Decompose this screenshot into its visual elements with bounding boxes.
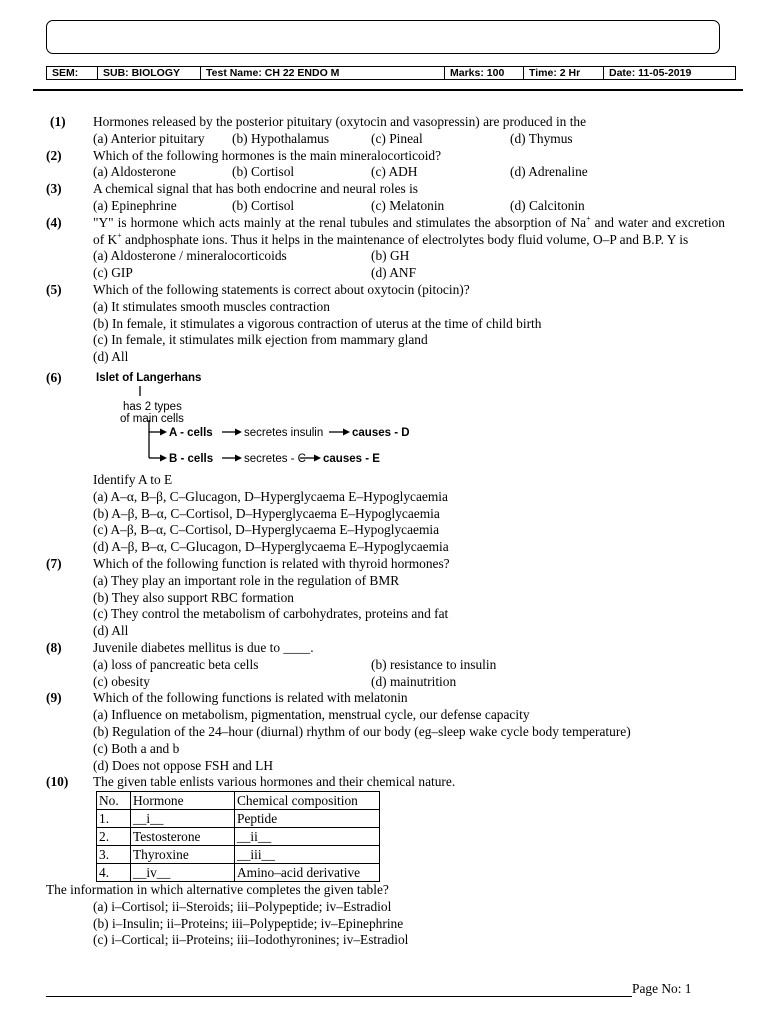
date-cell: Date: 11-05-2019 <box>604 67 736 80</box>
table-row <box>97 846 380 864</box>
table-cell: __iii__ <box>235 846 380 864</box>
question-text: Which of the following statements is correct about oxytocin (pitocin)? <box>93 281 470 297</box>
question-1 <box>0 114 768 148</box>
question-number: (6) <box>46 369 62 385</box>
table-cell: Amino–acid derivative <box>235 864 380 882</box>
option-d: (d) A–β, B–α, C–Glucagon, D–Hyperglycaema E–Hypoglycaemia <box>93 539 449 555</box>
table-row <box>97 828 380 846</box>
a-causes-label: causes - D <box>352 426 410 439</box>
option-b: (b) GH <box>371 248 410 264</box>
table-header: Hormone <box>131 792 235 810</box>
page-number: Page No: 1 <box>632 981 692 996</box>
question-number: (4) <box>46 214 62 230</box>
option-a: (a) Aldosterone <box>93 164 176 180</box>
question-3 <box>0 181 768 215</box>
option-b: (b) A–β, B–α, C–Cortisol, D–Hyperglycaema E–Hypoglycaemia <box>93 505 440 521</box>
question-text: Hormones released by the posterior pituitary (oxytocin and vasopressin) are produced in the <box>93 114 587 129</box>
option-b: (b) resistance to insulin <box>371 656 497 672</box>
table-cell: 4. <box>97 864 131 882</box>
page-footer <box>46 981 718 997</box>
option-a: (a) Influence on metabolism, pigmentation, menstrual cycle, our defense capacity <box>93 707 530 723</box>
option-d: (d) mainutrition <box>371 673 457 689</box>
question-text: Which of the following function is related with thyroid hormones? <box>93 555 450 571</box>
test-info-table <box>46 66 736 80</box>
option-c: (c) obesity <box>93 673 150 689</box>
table-header-row <box>97 792 380 810</box>
option-a: (a) Epinephrine <box>93 197 177 213</box>
question-text: The given table enlists various hormones and their chemical nature. <box>93 774 456 790</box>
a-cells-label: A - cells <box>169 426 213 439</box>
question-text: "Y" is hormone which acts mainly at the renal tubules and stimulates the absorption of Na+ and water and excretion of K+ andphosphate ions. Thus it helps in the maintenance of electrolytes body fluid volume, O–P and B.P. Y is <box>93 213 725 247</box>
option-b: (b) Regulation of the 24–hour (diurnal) rhythm of our body (eg–sleep wake cycle body temperature) <box>93 723 631 739</box>
option-b: (b) Cortisol <box>232 197 295 213</box>
option-b: (b) Cortisol <box>232 164 295 180</box>
question-8 <box>0 640 768 690</box>
option-a: (a) It stimulates smooth muscles contraction <box>93 298 330 314</box>
header-divider <box>33 89 743 91</box>
option-row <box>93 164 768 181</box>
question-10 <box>0 774 768 949</box>
hormone-table <box>96 791 380 882</box>
question-2 <box>0 148 768 182</box>
question-number: (8) <box>46 639 62 655</box>
question-number: (10) <box>46 774 69 790</box>
question-5 <box>0 282 768 366</box>
option-d: (d) Does not oppose FSH and LH <box>93 757 274 773</box>
table-cell: Testosterone <box>131 828 235 846</box>
b-cells-label: B - cells <box>169 452 214 465</box>
option-c: (c) ADH <box>371 164 418 180</box>
a-secretes-label: secretes insulin <box>244 426 324 439</box>
table-cell: __iv__ <box>131 864 235 882</box>
option-c: (c) A–β, B–α, C–Cortisol, D–Hyperglycaema E–Hypoglycaemia <box>93 522 440 538</box>
table-cell: Peptide <box>235 810 380 828</box>
table-header: Chemical composition <box>235 792 380 810</box>
b-secretes-label: secretes - C <box>244 452 306 465</box>
islet-diagram <box>93 370 413 472</box>
option-d: (d) All <box>93 623 129 639</box>
option-d: (d) Adrenaline <box>510 164 588 180</box>
option-b: (b) They also support RBC formation <box>93 589 294 605</box>
table-row <box>97 810 380 828</box>
question-text: Which of the following functions is related with melatonin <box>93 690 408 706</box>
option-row <box>93 248 768 265</box>
table-cell: Thyroxine <box>131 846 235 864</box>
option-c: (c) Pineal <box>371 130 423 146</box>
b-causes-label: causes - E <box>323 452 380 465</box>
time-cell: Time: 2 Hr <box>524 67 604 80</box>
question-4 <box>0 215 768 282</box>
option-a: (a) i–Cortisol; ii–Steroids; iii–Polypeptide; iv–Estradiol <box>93 898 392 914</box>
diagram-connectors <box>93 370 413 472</box>
subject-cell: SUB: BIOLOGY <box>98 67 201 80</box>
table-cell: __i__ <box>131 810 235 828</box>
table-cell: __ii__ <box>235 828 380 846</box>
option-c: (c) Melatonin <box>371 197 445 213</box>
option-a: (a) A–α, B–β, C–Glucagon, D–Hyperglycaema E–Hypoglycaemia <box>93 488 448 504</box>
question-number: (1) <box>50 114 66 129</box>
option-b: (b) In female, it stimulates a vigorous contraction of uterus at the time of child birth <box>93 315 542 331</box>
table-row <box>97 864 380 882</box>
table-header: No. <box>97 792 131 810</box>
option-c: (c) In female, it stimulates milk ejection from mammary gland <box>93 332 428 348</box>
diagram-line-2: of main cells <box>120 412 184 425</box>
option-row <box>93 674 768 691</box>
question-7 <box>0 556 768 640</box>
table-cell: 1. <box>97 810 131 828</box>
question-number: (2) <box>46 147 62 163</box>
question-prompt: The information in which alternative completes the given table? <box>46 882 389 898</box>
question-list <box>0 114 768 949</box>
diagram-line-1: has 2 types <box>123 400 182 413</box>
question-9 <box>0 690 768 774</box>
question-number: (3) <box>46 181 62 197</box>
option-b: (b) Hypothalamus <box>232 130 330 146</box>
question-6 <box>0 370 768 556</box>
option-row <box>93 657 768 674</box>
footer-rule <box>46 982 632 997</box>
test-name-cell: Test Name: CH 22 ENDO M <box>201 67 445 80</box>
diagram-title: Islet of Langerhans <box>96 371 202 384</box>
option-row <box>93 131 768 148</box>
table-cell: 3. <box>97 846 131 864</box>
sem-cell: SEM: <box>47 67 98 80</box>
question-number: (9) <box>46 690 62 706</box>
question-text: Identify A to E <box>93 471 173 487</box>
question-number: (5) <box>46 281 62 297</box>
marks-cell: Marks: 100 <box>445 67 524 80</box>
option-c: (c) GIP <box>93 265 133 281</box>
option-a: (a) Aldosterone / mineralocorticoids <box>93 248 287 264</box>
option-d: (d) Calcitonin <box>510 197 585 213</box>
option-d: (d) ANF <box>371 265 417 281</box>
question-text: Juvenile diabetes mellitus is due to ____. <box>93 639 314 655</box>
option-a: (a) Anterior pituitary <box>93 130 205 146</box>
option-d: (d) All <box>93 349 129 365</box>
option-c: (c) Both a and b <box>93 740 180 756</box>
question-number: (7) <box>46 555 62 571</box>
option-row <box>93 198 768 215</box>
option-row <box>93 265 768 282</box>
option-d: (d) Thymus <box>510 130 573 146</box>
question-text: Which of the following hormones is the main mineralocorticoid? <box>93 147 442 163</box>
option-a: (a) loss of pancreatic beta cells <box>93 656 259 672</box>
option-b: (b) i–Insulin; ii–Proteins; iii–Polypeptide; iv–Epinephrine <box>93 915 404 931</box>
name-box <box>46 20 720 54</box>
table-cell: 2. <box>97 828 131 846</box>
option-c: (c) They control the metabolism of carbohydrates, proteins and fat <box>93 606 449 622</box>
question-text: A chemical signal that has both endocrine and neural roles is <box>93 181 418 197</box>
option-c: (c) i–Cortical; ii–Proteins; iii–Iodothyronines; iv–Estradiol <box>93 932 409 948</box>
option-a: (a) They play an important role in the regulation of BMR <box>93 572 400 588</box>
